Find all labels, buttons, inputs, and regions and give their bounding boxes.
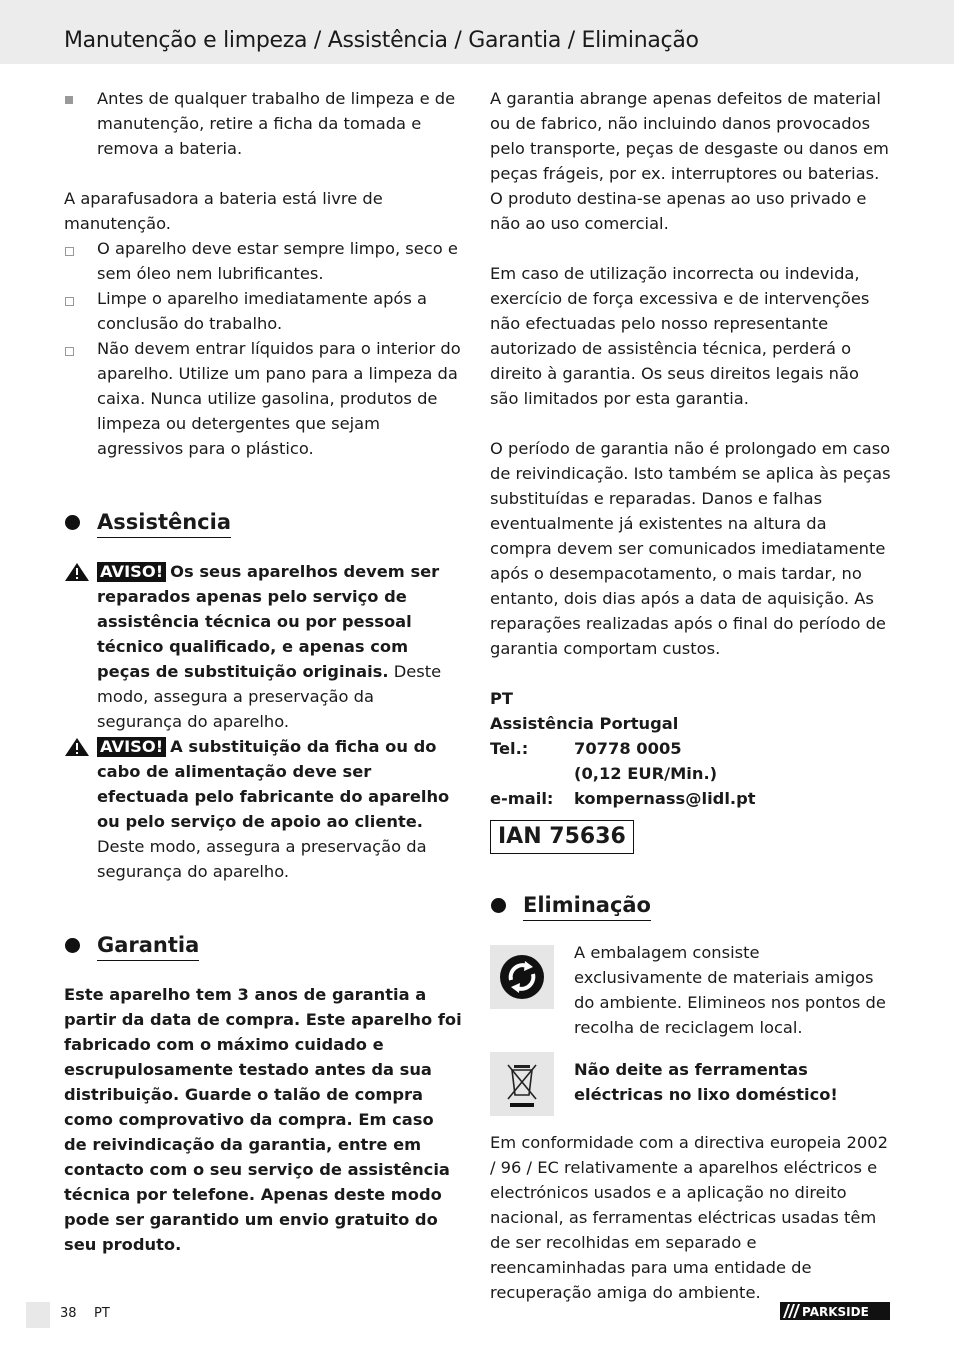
- list-item: Limpe o aparelho imediatamente após a conclusão do trabalho.: [64, 286, 462, 336]
- warning-icon: [64, 562, 90, 582]
- svg-text:PARKSIDE: PARKSIDE: [802, 1305, 869, 1319]
- eliminacao-heading: Eliminação: [490, 890, 892, 922]
- language-code: PT: [94, 1306, 110, 1321]
- warranty-void-text: Em caso de utilização incorrecta ou indevida, exercício de força excessiva e de intervenções não efectuadas pelo nosso representante autorizado de assistência técnica, perderá o direito à garantia. Os seus direitos legais não são limitados por esta garantia.: [490, 264, 870, 408]
- recycling-icon: [490, 945, 554, 1009]
- list-item: Não devem entrar líquidos para o interior do aparelho. Utilize um pano para a limpeza da caixa. Nunca utilize gasolina, produtos de limpeza ou detergentes que sejam agressivos para o plástico.: [64, 336, 462, 461]
- email-address: kompernass@lidl.pt: [574, 789, 756, 808]
- warranty-period-text: O período de garantia não é prolongado em caso de reivindicação. Isto também se aplica às peças substituídas e reparadas. Danos e falhas eventualmente já existentes na altura da compra devem ser comunicados imediatamente após o desempacotamento, o mais tardar, no entanto, dois dias após a data de aquisição. As reparações realizadas após o final do período de garantia comportam custos.: [490, 439, 891, 658]
- warning-2: [64, 734, 462, 884]
- warning-2-text: Deste modo, assegura a preservação da segurança do aparelho.: [97, 837, 427, 881]
- warning-2-bold: A substituição da ficha ou do cabo de alimentação deve ser efectuada pelo fabricante do aparelho ou pelo serviço de apoio ao cliente.: [97, 737, 450, 831]
- right-column: [490, 86, 892, 1305]
- warranty-scope-text: A garantia abrange apenas defeitos de material ou de fabrico, não incluindo danos provocados pelo transporte, peças de desgaste ou danos em peças frágeis, por ex. interruptores ou baterias. O produto destina-se apenas ao uso privado e não ao uso comercial.: [490, 89, 889, 233]
- packaging-text: A embalagem consiste exclusivamente de materiais amigos do ambiente. Elimineos nos pontos de recolha de reciclagem local.: [574, 943, 886, 1037]
- email-label: e-mail:: [490, 789, 554, 808]
- assistencia-heading: Assistência: [64, 507, 462, 539]
- parkside-logo: [780, 1302, 890, 1320]
- left-column: [64, 86, 462, 1257]
- maintenance-free-text: A aparafusadora a bateria está livre de manutenção.: [64, 189, 383, 233]
- service-contact: [490, 686, 892, 811]
- aviso-label: AVISO!: [97, 737, 166, 757]
- warning-1-text: Deste modo, assegura a preservação da segurança do aparelho.: [97, 662, 442, 731]
- warning-1-bold: Os seus aparelhos devem ser reparados apenas pelo serviço de assistência técnica ou por pessoal técnico qualificado, e apenas com peças de substituição originais.: [97, 562, 440, 681]
- warning-icon: [64, 737, 90, 757]
- garantia-heading: Garantia: [64, 930, 462, 962]
- contact-country: PT: [490, 689, 514, 708]
- weee-warning: Não deite as ferramentas eléctricas no lixo doméstico!: [574, 1060, 838, 1104]
- weee-row: [490, 1052, 892, 1116]
- tel-label: Tel.:: [490, 739, 529, 758]
- list-item: O aparelho deve estar sempre limpo, seco e sem óleo nem lubrificantes.: [64, 236, 462, 286]
- page-title: Manutenção e limpeza / Assistência / Garantia / Eliminação: [64, 28, 699, 53]
- ian-number: IAN 75636: [490, 820, 634, 854]
- aviso-label: AVISO!: [97, 562, 166, 582]
- crossed-bin-icon: [490, 1052, 554, 1116]
- page-number: 38: [60, 1306, 77, 1321]
- footer-box: [26, 1302, 50, 1328]
- contact-name: Assistência Portugal: [490, 714, 679, 733]
- garantia-text: Este aparelho tem 3 anos de garantia a partir da data de compra. Este aparelho foi fabricado com o máximo cuidado e escrupulosamente testado antes da sua distribuição. Guarde o talão de compra como comprovativo da compra. Em caso de reivindicação da garantia, entre em contacto com o seu serviço de assistência técnica por telefone. Apenas deste modo pode ser garantido um envio gratuito do seu produto.: [64, 985, 462, 1254]
- cleaning-warning-bullet: Antes de qualquer trabalho de limpeza e de manutenção, retire a ficha da tomada e remova a bateria.: [64, 86, 462, 161]
- directive-text: Em conformidade com a directiva europeia 2002 / 96 / EC relativamente a aparelhos eléctricos e electrónicos usados e a aplicação no direito nacional, as ferramentas eléctricas usadas têm de ser recolhidas em separado e reencaminhadas para uma entidade de recuperação amiga do ambiente.: [490, 1133, 888, 1302]
- packaging-row: [490, 940, 892, 1040]
- tel-number: 70778 0005: [574, 739, 682, 758]
- warning-1: [64, 559, 462, 734]
- tel-rate: (0,12 EUR/Min.): [574, 764, 718, 783]
